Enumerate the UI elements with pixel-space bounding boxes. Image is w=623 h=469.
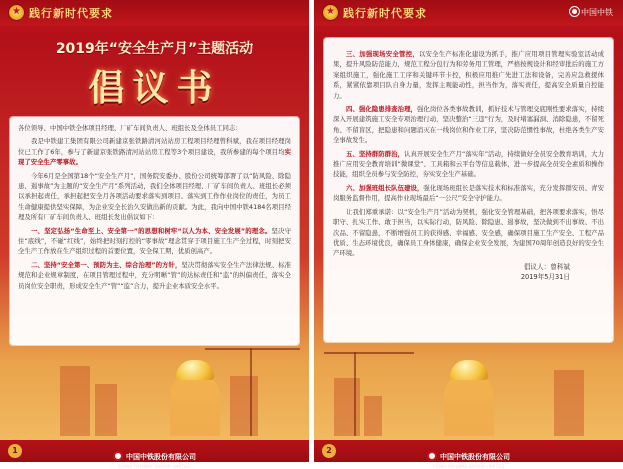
header-slogan: 践行新时代要求 <box>29 7 113 20</box>
letter-salutation: 各位领导、中国中铁全体项目经理、厂矿车间负责人、班组长及全体员工同志： <box>18 124 242 132</box>
proposal-item-two: 二、坚持“安全第一、预防为主、综合治理”的方针，坚决贯彻落实安全生产法律法规、标准规范和企业规章制度，在项目管理过程中，充分明晰“管”的达标责任和“监”的纠偏责任，落实全员岗位安全职责，形成安全生产“管”“监”合力，提升企业本质安全水平。 <box>18 260 292 290</box>
letter-panel-page-one <box>10 117 299 345</box>
header-company-logo: 中国中铁 <box>570 7 613 18</box>
page-number: 1 <box>8 444 22 458</box>
party-emblem-icon <box>322 4 339 21</box>
crec-logo-icon <box>427 451 437 461</box>
letter-panel-page-two <box>324 38 613 342</box>
letter-closing: 让我们郑重承诺：以“安全生产月”活动为契机，强化安全管理基础，把各项要求落实，悟尽职守、扎实工作、敢于担当，以实际行动，防风险、除隐患、遏事故，坚决做到不出事故、不出次品、不留隐患，不断增强员工的获得感、幸福感、安全感，确保项目施工生产安全、工程产品优质、生态环境优良，确保员工身体健康，确保企业安全发展，为建国70周年创造良好的安全生产环境。 <box>333 207 604 258</box>
proposal-item-one: 一、坚定弘扬“生命至上、安全第一”的思想和树牢“以人为本、安全发展”的理念。坚决守住“底线”，不碰“红线”，始终把时刻打控的“零事故”理念贯穿于项目施工生产全过程，时刻把安全生产工作放在生产组织过程的首要位置，安全保工期，优质创高产。 <box>18 226 291 256</box>
proposal-heading: 倡议书 <box>88 67 221 109</box>
letter-date: 2019年5月31日 <box>520 273 570 282</box>
crec-logo-icon <box>570 7 579 16</box>
city-skyline-decoration <box>0 346 309 436</box>
letter-signer: 倡议人：曾科斌 <box>523 262 570 271</box>
letter-paragraph-two: 今年6月是全国第18个“安全生产月”，国务院安委办、股份公司统筹部署了以“防风险、除隐患、遏事故”为主题的“安全生产月”系列活动，我们全体项目经理、厂矿车间负责人、班组长必须以承担起责任，承担起把安全月各项活动要求落实到项目、落实到工作作业岗位的责任，为员工生命健康提供坚实保障，为企业安全长治久安做出新的贡献。为此，我向中国中铁4184名项目经理及所有厂矿车间负责人、班组长发出倡议如下： <box>18 171 291 222</box>
proposal-item-four: 四、强化隐患排查治理，强化岗位各类事故教训，抓好技术与管理交底刚性要求落实，持续深入开展建筑施工安全专项治理行动，坚决整治“三违”行为，及时堵塞漏洞、消除隐患，不留死角、不留盲区，把隐患和问题消灭在一线岗位和作业工序，坚决防范惯性事故，杜绝各类生产安全事故发生。 <box>333 105 605 145</box>
letter-intro: 我是中铁建工集团有限公司新建京张铁路清河站站房工程项目经理曾科斌，我在项目经理岗位已工作了6年，参与了新建京张铁路清河站站房工程等3个项目建设，我所参建的每个项目均实现了安全生产零事故。 <box>18 137 291 167</box>
page-number: 2 <box>322 444 336 458</box>
city-skyline-decoration <box>314 346 623 436</box>
party-emblem-icon <box>8 4 25 21</box>
header-slogan: 践行新时代要求 <box>343 7 427 20</box>
page-header <box>0 0 309 26</box>
page-two <box>314 0 623 469</box>
footer-company-logo: 中国中铁股份有限公司 CHINA RAILWAY GROUP LIMITED <box>314 444 623 469</box>
intro-highlight: 实现了安全生产零事故。 <box>18 147 291 167</box>
proposal-item-three: 三、加强现场安全管控，以安全生产标准化建设为抓手，推广应用项目管理实验室活动成果，提升风险防范能力，规范工程分包行为和劳务用工管理，严格按规设计和经审批后的施工方案组织施工，强化施工工序和关键环节卡控，积极应用推广先进工法和设备，完善应急救援体系，紧紧依靠项目队自身力量，发挥主观能动性，担当作为，落实责任，提高安全质量自控能力。 <box>333 50 605 100</box>
crec-logo-icon <box>113 451 123 461</box>
page-footer <box>0 440 309 469</box>
proposal-item-five: 五、坚持群防群治，认真开展安全生产月“落实年”活动，持续做好全员安全教育培训，大力推广应用安全教育培训“微课堂”、工具箱和云平台等信息载体，进一步提高全员安全素质和操作技能，组织全员参与安全防控，夯实安全生产基础。 <box>333 149 604 179</box>
page-footer <box>314 440 623 469</box>
proposal-item-six: 六、加强班组长队伍建设，强化现场班组长是落实技术和标准落实，充分发挥群安员、青安岗服务监督作用，提高作业现场最后“一公尺”安全守护能力。 <box>333 183 605 203</box>
page-header <box>314 0 623 26</box>
page-one <box>0 0 309 469</box>
activity-title: 2019年“安全生产月”主题活动 <box>55 41 254 57</box>
footer-company-logo: 中国中铁股份有限公司 CHINA RAILWAY GROUP LIMITED <box>0 444 309 469</box>
